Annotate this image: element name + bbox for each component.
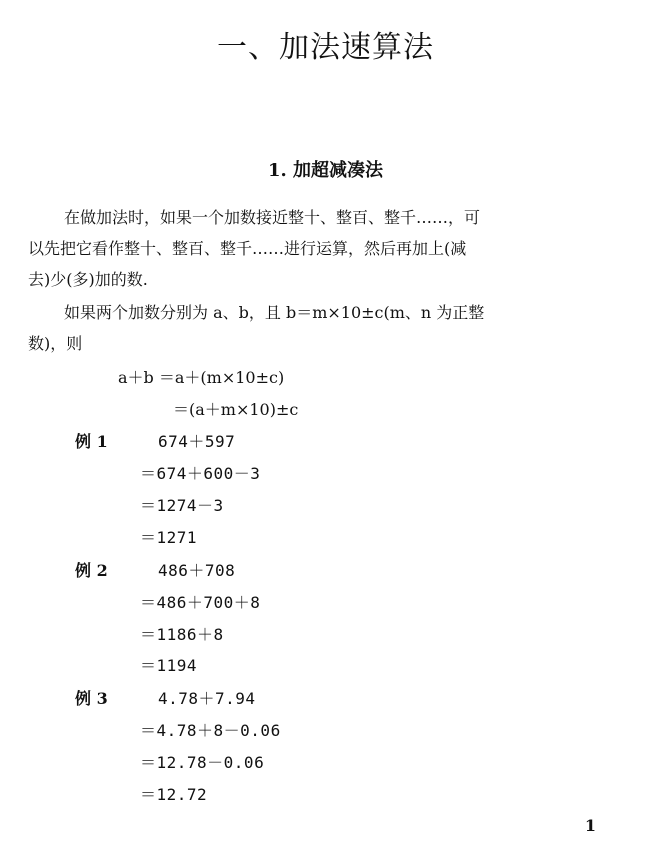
example-2-step: ＝1194	[140, 656, 198, 675]
example-1-step: ＝674＋600－3	[140, 464, 261, 483]
paragraph-line: 去)少(多)加的数.	[28, 270, 148, 289]
paragraph-intro	[28, 202, 624, 295]
paragraph-line: 数)，则	[28, 334, 83, 353]
paragraph-line: 以先把它看作整十、整百、整千……进行运算，然后再加上(减	[28, 239, 467, 258]
page-number: 1	[584, 816, 596, 835]
example-3-step: ＝4.78＋8－0.06	[140, 721, 281, 740]
example-1-expression: 674＋597	[158, 432, 236, 451]
example-3-step: ＝12.78－0.06	[140, 753, 265, 772]
example-2-step: ＝1186＋8	[140, 625, 224, 644]
example-1-step: ＝1274－3	[140, 496, 224, 515]
paragraph-definition	[28, 297, 624, 359]
paragraph-line: 在做加法时，如果一个加数接近整十、整百、整千……，可	[64, 208, 481, 227]
formula-line-1: a＋b ＝a＋(m×10±c)	[118, 368, 285, 387]
example-3-step: ＝12.72	[140, 785, 208, 804]
example-2-step: ＝486＋700＋8	[140, 593, 261, 612]
example-1-label: 例 1	[75, 432, 108, 451]
example-2-label: 例 2	[75, 561, 108, 580]
formula-line-2: ＝(a＋m×10)±c	[173, 400, 299, 419]
chapter-title: 一、加法速算法	[217, 30, 434, 65]
example-1-step: ＝1271	[140, 528, 198, 547]
section-title: 1. 加超减凑法	[267, 160, 384, 181]
paragraph-line: 如果两个加数分别为 a、b，且 b＝m×10±c(m、n 为正整	[64, 303, 485, 322]
example-3-expression: 4.78＋7.94	[158, 689, 256, 708]
example-3-label: 例 3	[75, 689, 108, 708]
example-2-expression: 486＋708	[158, 561, 236, 580]
